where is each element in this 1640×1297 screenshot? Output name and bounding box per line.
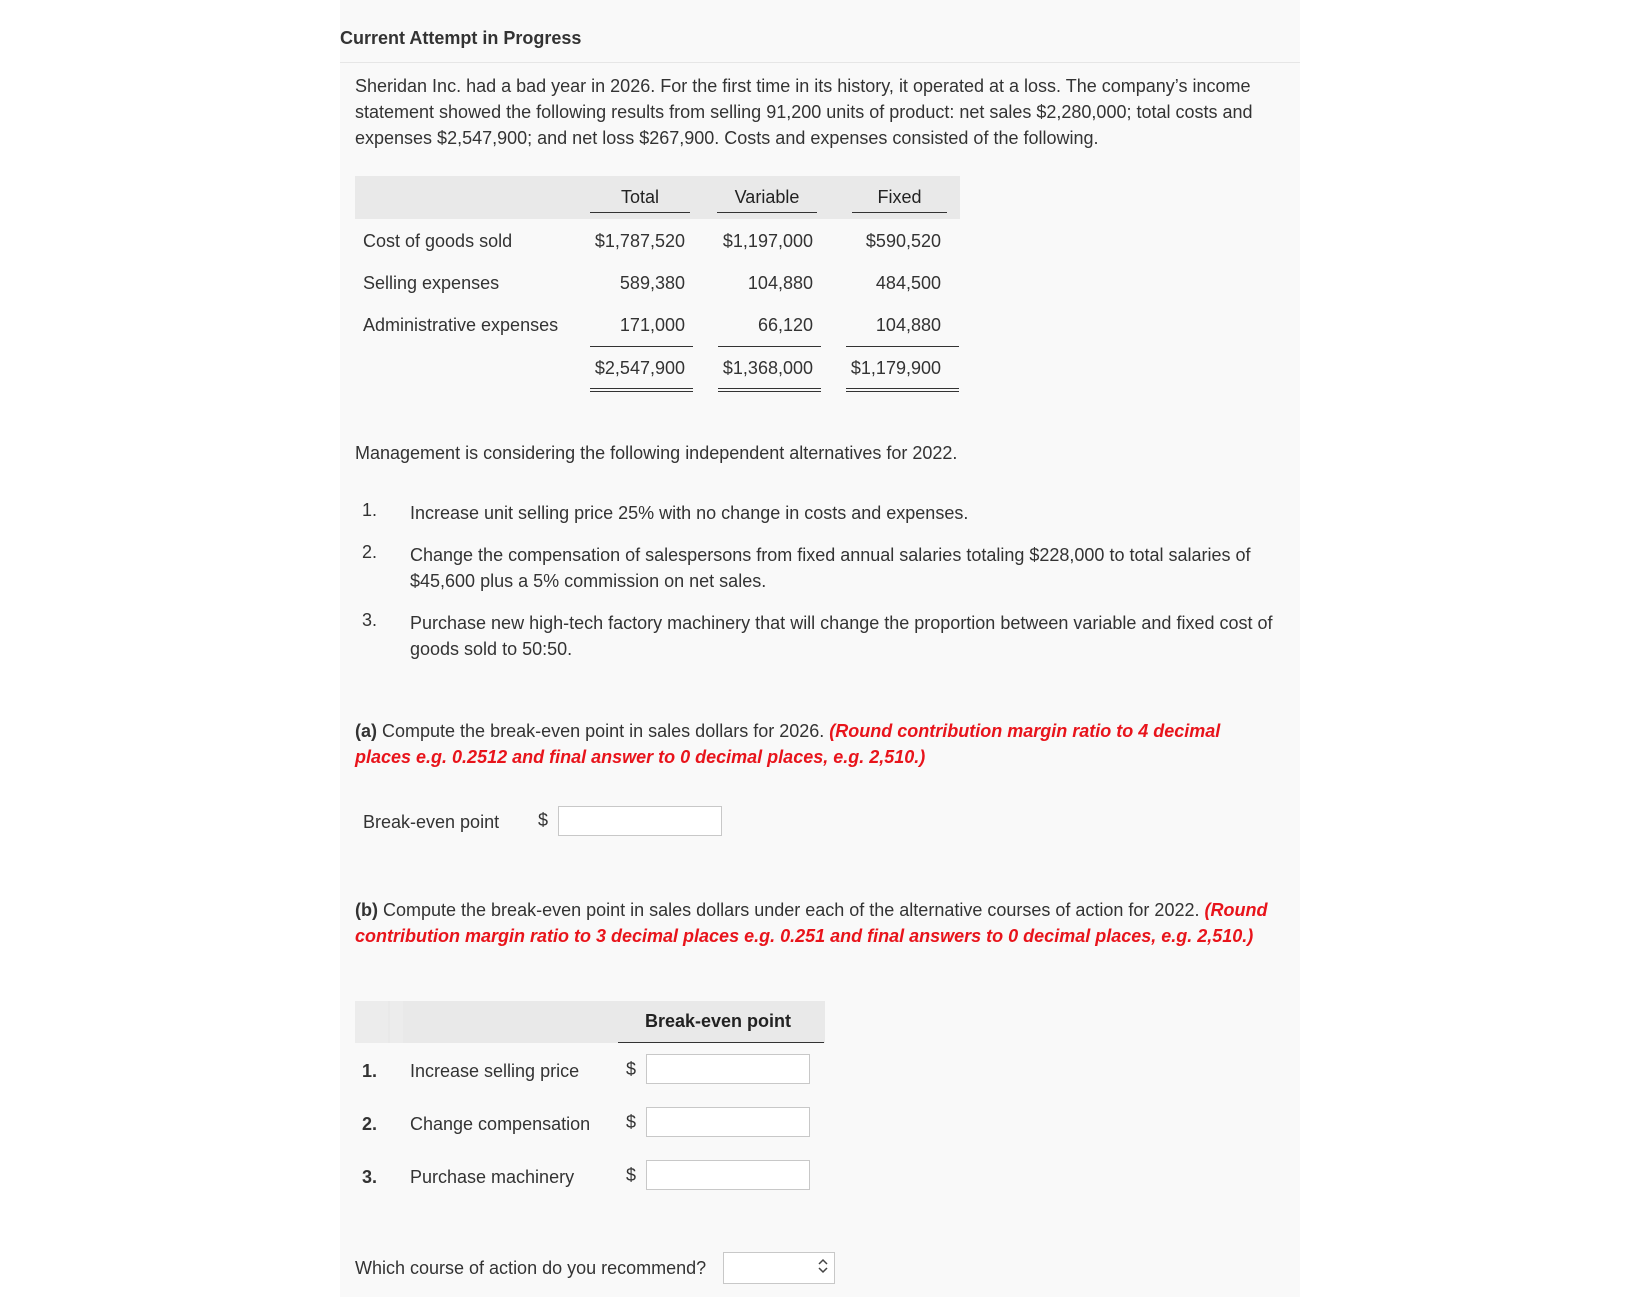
row-total: 589,380: [619, 273, 685, 293]
header-rule: [618, 1042, 824, 1043]
row-fixed: 484,500: [875, 273, 941, 293]
subtotal-rule: [590, 346, 693, 347]
double-rule: [718, 391, 821, 392]
total-variable: $1,368,000: [722, 358, 813, 378]
row-label: Administrative expenses: [363, 315, 559, 335]
subtotal-rule: [846, 346, 959, 347]
double-rule: [718, 388, 821, 389]
total-total: $2,547,900: [594, 358, 685, 378]
part-a-question: [355, 718, 1275, 770]
row-label: Selling expenses: [363, 273, 500, 293]
row-fixed: 104,880: [875, 315, 941, 335]
alt-label: Purchase machinery: [410, 1167, 575, 1187]
currency-symbol: $: [626, 1112, 637, 1132]
list-number: 2.: [362, 1114, 378, 1134]
row-label: Cost of goods sold: [363, 231, 513, 251]
updown-caret-icon: [818, 1258, 828, 1274]
page-title: Current Attempt in Progress: [340, 28, 582, 48]
col-header-variable: Variable: [717, 187, 817, 213]
list-number: 1.: [362, 500, 378, 520]
divider: [340, 62, 1300, 63]
problem-intro: Sheridan Inc. had a bad year in 2026. For the first time in its history, it operated at a loss. The company’s income statement showed the following results from selling 91,200 units of product: net sales $2,280,000; total costs and expenses $2,547,900; and net loss $267,900. Costs and expenses consisted of the following.: [355, 76, 1253, 148]
recommend-select[interactable]: [723, 1252, 835, 1284]
row-total: $1,787,520: [594, 231, 685, 251]
part-a-question-text: Compute the break-even point in sales dollars for 2026.: [377, 721, 830, 741]
double-rule: [846, 388, 959, 389]
list-item: Increase unit selling price 25% with no change in costs and expenses.: [410, 503, 969, 523]
double-rule: [846, 391, 959, 392]
break-even-input-change-compensation[interactable]: [646, 1107, 810, 1137]
double-rule: [590, 388, 693, 389]
question-panel: [340, 0, 1300, 1297]
list-number: 3.: [362, 610, 378, 630]
row-fixed: $590,520: [865, 231, 941, 251]
col-header-fixed: Fixed: [852, 187, 947, 213]
list-item: Purchase new high-tech factory machinery that will change the proportion between variable and fixed cost of goods sold to 50:50.: [410, 613, 1273, 659]
break-even-label: Break-even point: [363, 812, 500, 832]
alt-label: Increase selling price: [410, 1061, 580, 1081]
part-a-instruction: (Round contribution margin ratio to 4 decimal places e.g. 0.2512 and final answer to 0 decimal places, e.g. 2,510.): [355, 721, 1221, 767]
row-total: 171,000: [619, 315, 685, 335]
break-even-input-purchase-machinery[interactable]: [646, 1160, 810, 1190]
subtotal-rule: [718, 346, 821, 347]
list-item: Change the compensation of salespersons from fixed annual salaries totaling $228,000 to total salaries of $45,600 plus a 5% commission on net sales.: [410, 545, 1251, 591]
recommend-question: Which course of action do you recommend?: [355, 1258, 707, 1278]
list-number: 2.: [362, 542, 378, 562]
currency-symbol: $: [626, 1165, 637, 1185]
break-even-input[interactable]: [558, 806, 722, 836]
alternatives-intro: Management is considering the following independent alternatives for 2022.: [355, 443, 958, 463]
double-rule: [590, 391, 693, 392]
part-a-prefix: (a): [355, 721, 377, 741]
currency-symbol: $: [626, 1059, 637, 1079]
part-b-question-text: Compute the break-even point in sales dollars under each of the alternative courses of action for 2022.: [377, 900, 1205, 920]
row-variable: 104,880: [747, 273, 813, 293]
list-number: 1.: [362, 1061, 378, 1081]
row-variable: 66,120: [757, 315, 813, 335]
total-fixed: $1,179,900: [850, 358, 941, 378]
break-even-input-increase-price[interactable]: [646, 1054, 810, 1084]
list-number: 3.: [362, 1167, 378, 1187]
col-header-break-even: Break-even point: [644, 1011, 792, 1031]
row-variable: $1,197,000: [722, 231, 813, 251]
alt-label: Change compensation: [410, 1114, 591, 1134]
col-header-total: Total: [590, 187, 690, 213]
part-b-question: [355, 897, 1275, 949]
currency-symbol: $: [538, 810, 549, 830]
part-b-instruction: (Round contribution margin ratio to 3 decimal places e.g. 0.251 and final answers to 0 decimal places, e.g. 2,510.): [355, 900, 1268, 946]
part-b-prefix: (b): [355, 900, 378, 920]
